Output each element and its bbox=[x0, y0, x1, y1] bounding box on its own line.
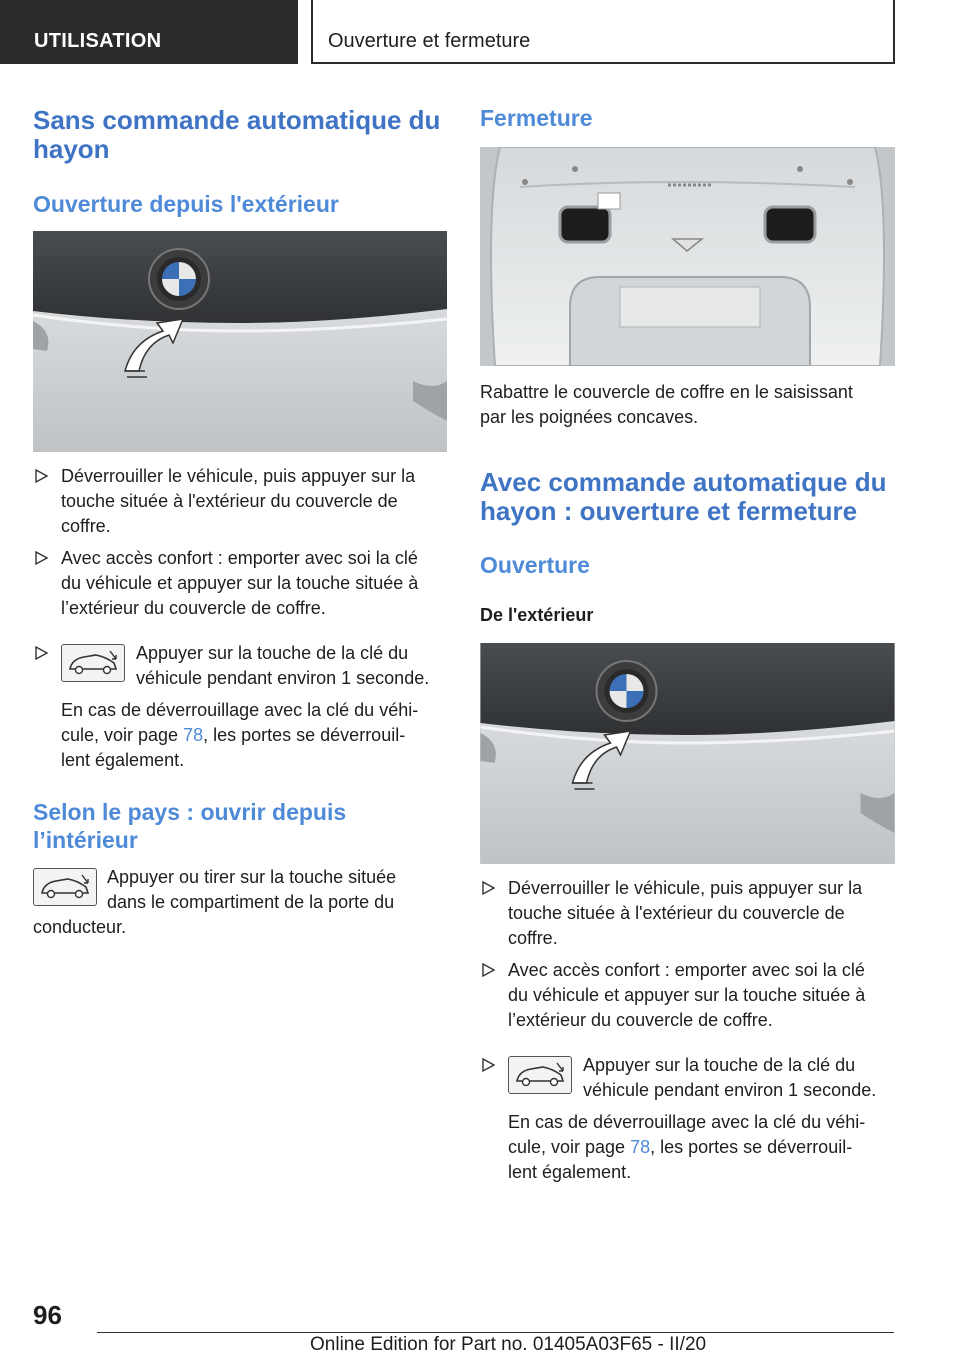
bullet-line: du véhicule et appuyer sur la touche située à bbox=[508, 985, 866, 1005]
car-trunk-key-icon bbox=[33, 868, 97, 906]
footer-divider bbox=[97, 1332, 894, 1333]
bullet-line: l’extérieur du couvercle de coffre. bbox=[508, 1010, 773, 1030]
bullet-line: Déverrouiller le véhicule, puis appuyer sur la bbox=[61, 466, 416, 486]
triangle-bullet-icon bbox=[33, 549, 49, 567]
page-reference-link[interactable]: 78 bbox=[630, 1137, 651, 1157]
bullet-line: Déverrouiller le véhicule, puis appuyer sur la bbox=[508, 878, 863, 898]
note-line: lent également. bbox=[61, 750, 185, 770]
bullet-line: l’extérieur du couvercle de coffre. bbox=[61, 598, 326, 618]
list-item-key-icon bbox=[33, 641, 453, 691]
trunk-interior-illustration bbox=[480, 147, 895, 366]
heading-line: hayon : ouverture et fermeture bbox=[480, 496, 858, 526]
list-item bbox=[33, 546, 453, 621]
bullet-line: coffre. bbox=[508, 928, 558, 948]
heading-line: Selon le pays : ouvrir depuis bbox=[33, 799, 347, 825]
trunk-exterior-photo bbox=[33, 231, 447, 452]
note-line bbox=[508, 1135, 865, 1160]
footer-edition: Online Edition for Part no. 01405A03F65 - II/20 bbox=[310, 1334, 707, 1355]
page-reference-link[interactable]: 78 bbox=[183, 725, 204, 745]
bullet-line: véhicule pendant environ 1 seconde. bbox=[583, 1080, 877, 1100]
note-line: En cas de déverrouillage avec la clé du véhi- bbox=[508, 1112, 866, 1132]
bullet-line: Avec accès confort : emporter avec soi la clé bbox=[508, 960, 865, 980]
triangle-bullet-icon bbox=[33, 644, 49, 662]
bullet-line: du véhicule et appuyer sur la touche située à bbox=[61, 573, 419, 593]
left-subheading-interior bbox=[33, 798, 346, 854]
text-line: Appuyer ou tirer sur la touche située bbox=[107, 867, 397, 887]
bullet-line: Appuyer sur la touche de la clé du bbox=[583, 1055, 856, 1075]
note-line bbox=[61, 723, 418, 748]
note-line: lent également. bbox=[508, 1162, 632, 1182]
handle-recess-right bbox=[765, 207, 815, 242]
bullet-line: coffre. bbox=[61, 516, 111, 536]
triangle-bullet-icon bbox=[480, 1056, 496, 1074]
list-item-key-icon bbox=[480, 1053, 900, 1103]
left-heading-line: hayon bbox=[33, 134, 110, 164]
heading-line: l’intérieur bbox=[33, 827, 138, 853]
left-heading-line: Sans commande automatique du bbox=[33, 105, 441, 135]
heading-line: Avec commande automatique du bbox=[480, 467, 887, 497]
bullet-line: véhicule pendant environ 1 seconde. bbox=[136, 668, 430, 688]
trunk-interior-photo bbox=[480, 147, 895, 366]
header-chapter-label: Ouverture et fermeture bbox=[328, 30, 531, 52]
unlock-note bbox=[508, 1110, 865, 1185]
list-item bbox=[480, 876, 900, 951]
unlock-note bbox=[61, 698, 418, 773]
closing-text bbox=[480, 380, 853, 430]
text-line: Rabattre le couvercle de coffre en le saisissant bbox=[480, 382, 853, 402]
header-section-label: UTILISATION bbox=[34, 30, 162, 52]
triangle-bullet-icon bbox=[33, 467, 49, 485]
bullet-line: Appuyer sur la touche de la clé du bbox=[136, 643, 409, 663]
triangle-bullet-icon bbox=[480, 879, 496, 897]
bullet-line: Avec accès confort : emporter avec soi la clé bbox=[61, 548, 418, 568]
handle-recess-left bbox=[560, 207, 610, 242]
trunk-exterior-illustration bbox=[33, 231, 447, 452]
page-number: 96 bbox=[33, 1300, 62, 1330]
car-trunk-key-icon bbox=[61, 644, 125, 682]
trunk-exterior-photo bbox=[480, 643, 895, 864]
left-heading-main bbox=[33, 106, 440, 164]
note-text: cule, voir page bbox=[61, 725, 184, 745]
interior-text-end: conducteur. bbox=[33, 917, 127, 937]
list-item bbox=[480, 958, 900, 1033]
header-section-tab bbox=[0, 0, 298, 64]
right-subheading-opening: Ouverture bbox=[480, 552, 590, 578]
text-line: par les poignées concaves. bbox=[480, 407, 699, 427]
trunk-exterior-illustration bbox=[480, 643, 895, 864]
triangle-bullet-icon bbox=[480, 961, 496, 979]
note-line: En cas de déverrouillage avec la clé du véhi- bbox=[61, 700, 419, 720]
interior-text bbox=[107, 865, 396, 915]
note-text: , les portes se déverrouil- bbox=[203, 725, 406, 745]
text-line: dans le compartiment de la porte du bbox=[107, 892, 395, 912]
right-subheading-exterior: De l'extérieur bbox=[480, 605, 594, 625]
header-chapter-tab bbox=[311, 0, 895, 64]
list-item bbox=[33, 464, 453, 539]
bullet-line: touche située à l'extérieur du couvercle de bbox=[61, 491, 398, 511]
note-text: , les portes se déverrouil- bbox=[650, 1137, 853, 1157]
bullet-line: touche située à l'extérieur du couvercle de bbox=[508, 903, 845, 923]
right-subheading-closing: Fermeture bbox=[480, 105, 593, 131]
car-trunk-key-icon bbox=[508, 1056, 572, 1094]
left-subheading-exterior: Ouverture depuis l'extérieur bbox=[33, 191, 339, 217]
right-heading-main bbox=[480, 468, 886, 526]
note-text: cule, voir page bbox=[508, 1137, 631, 1157]
